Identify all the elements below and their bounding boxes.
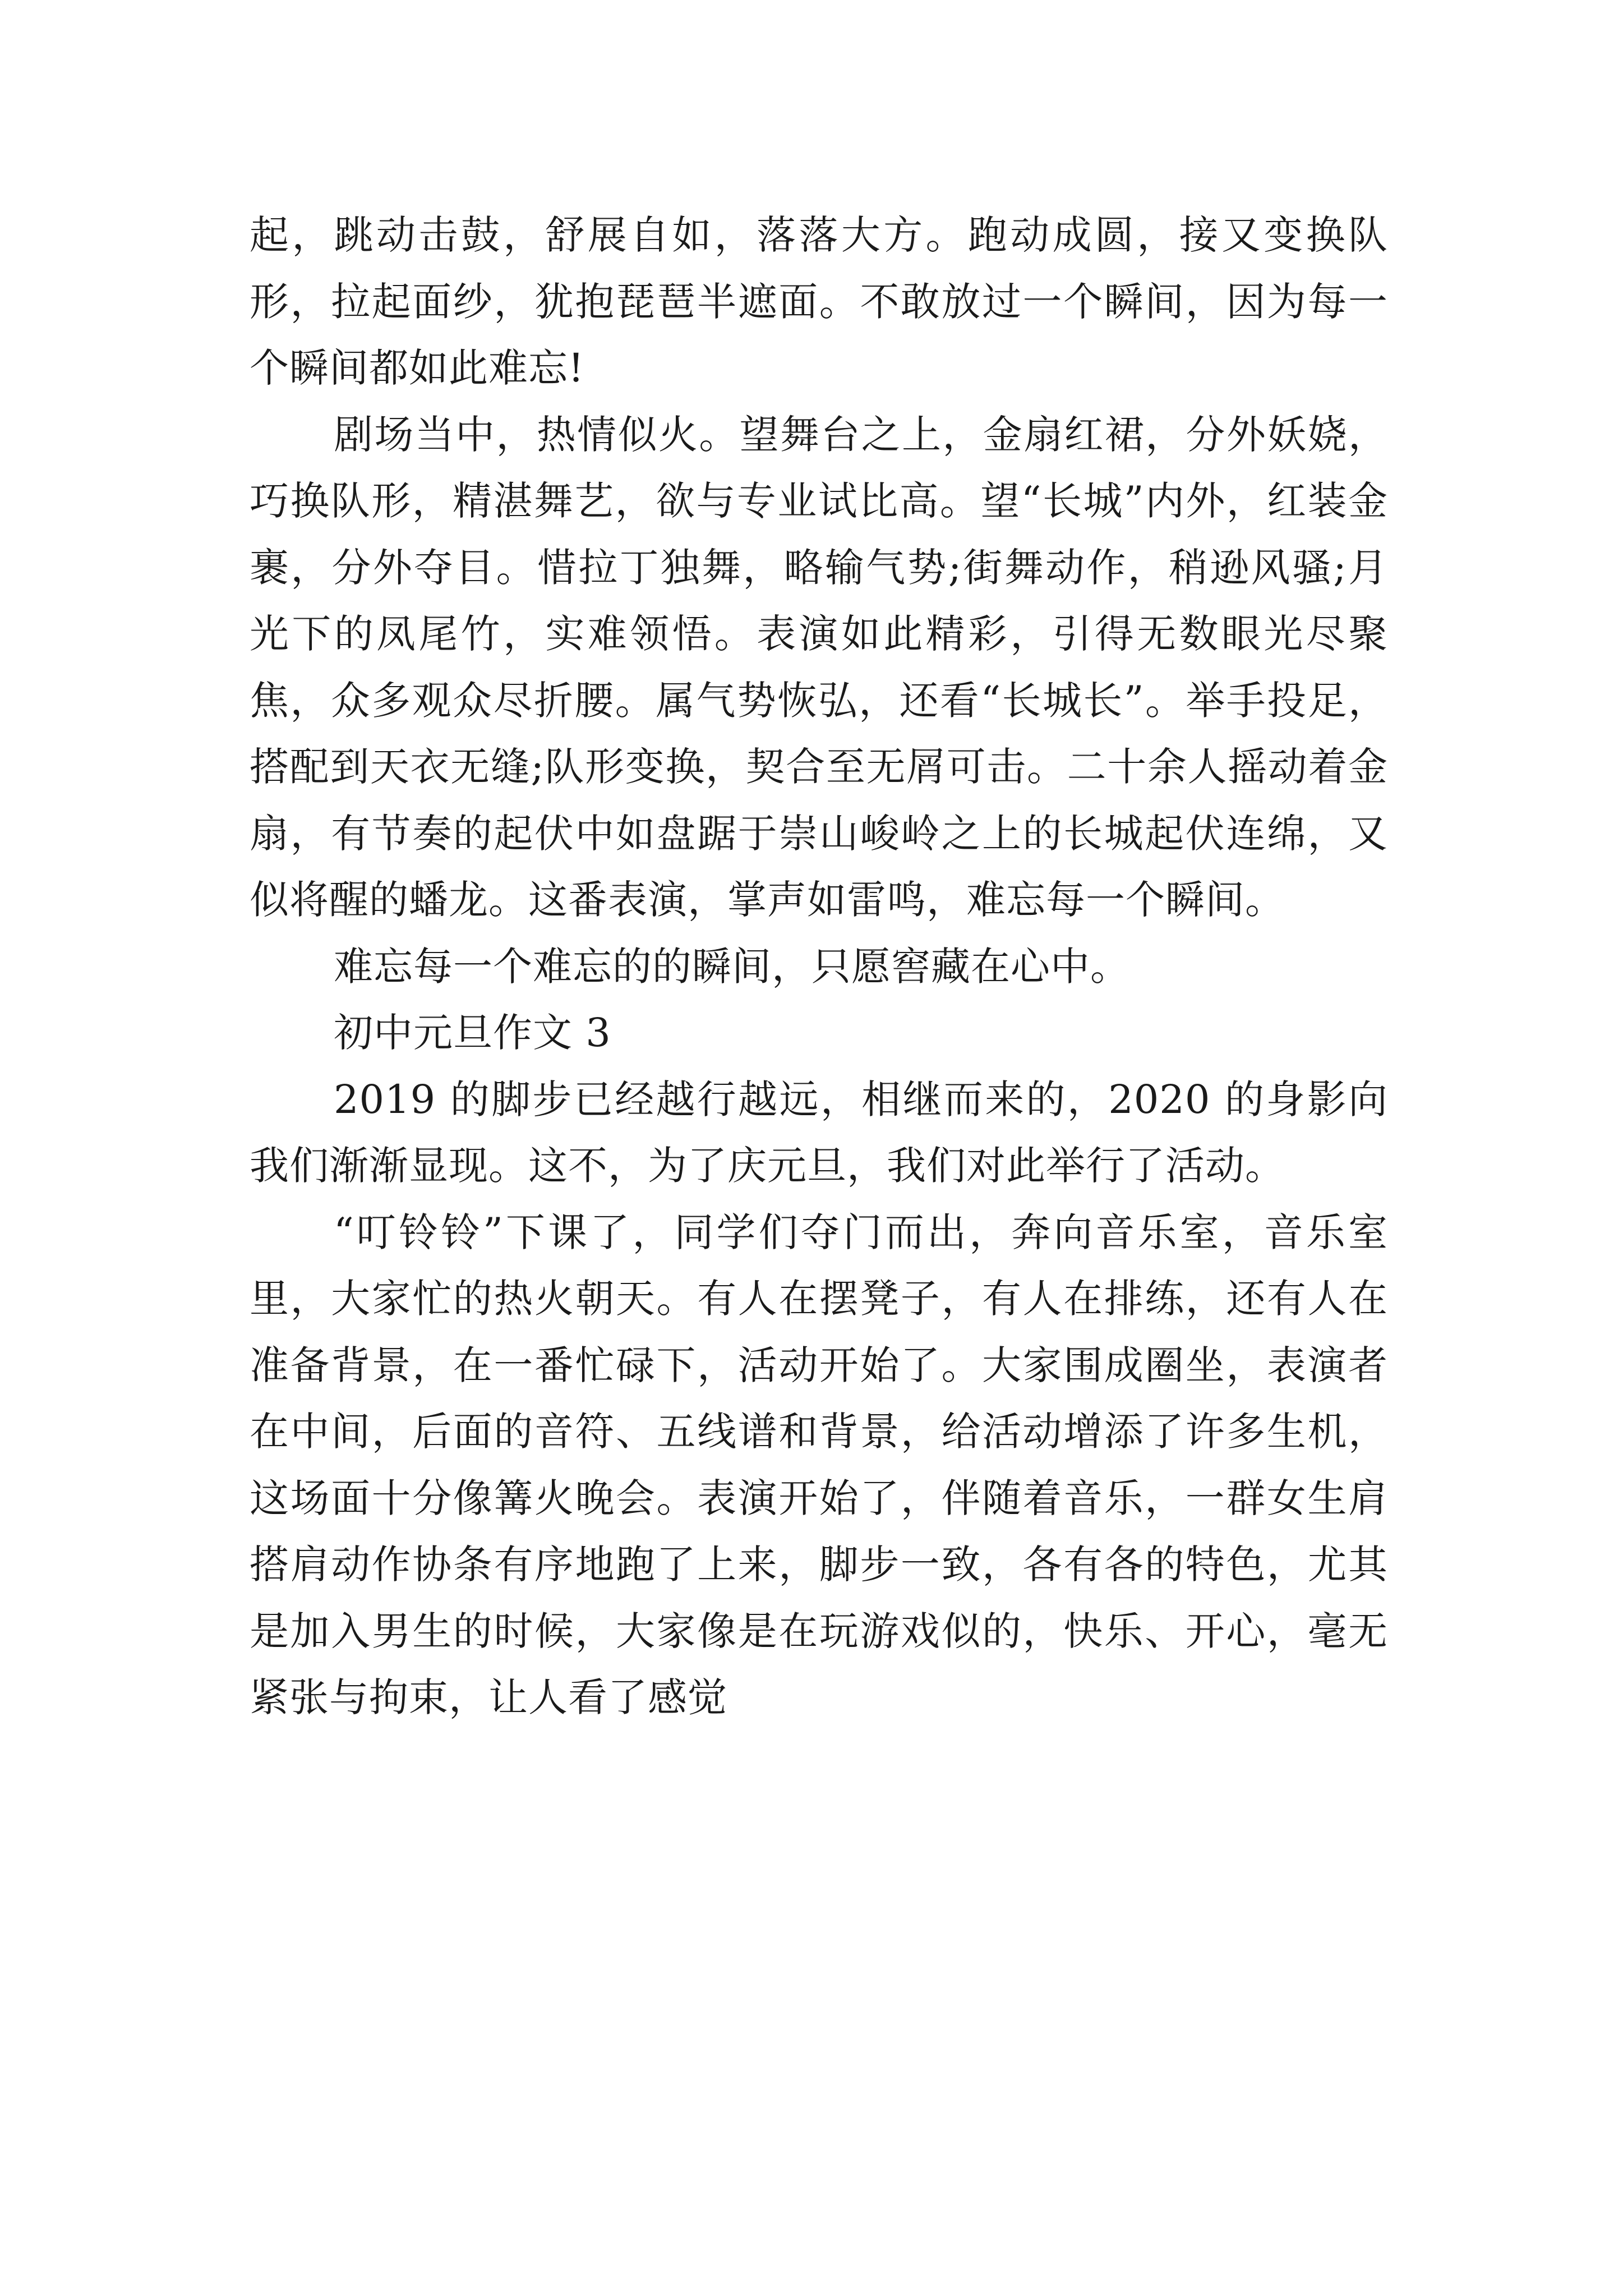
paragraph-1: 起，跳动击鼓，舒展自如，落落大方。跑动成圆，接又变换队形，拉起面纱，犹抱琵琶半遮面。不敢放过一个瞬间，因为每一个瞬间都如此难忘!: [250, 212, 1388, 391]
section-heading: 初中元旦作文 3: [334, 1010, 611, 1056]
body-text: [250, 202, 1388, 1731]
paragraph-3: 难忘每一个难忘的的瞬间，只愿窖藏在心中。: [334, 943, 1130, 990]
paragraph-5: “叮铃铃”下课了，同学们夺门而出，奔向音乐室，音乐室里，大家忙的热火朝天。有人在摆凳子，有人在排练，还有人在准备背景，在一番忙碌下，活动开始了。大家围成圈坐，表演者在中间，后面的音符、五线谱和背景，给活动增添了许多生机，这场面十分像篝火晚会。表演开始了，伴随着音乐，一群女生肩搭肩动作协条有序地跑了上来，脚步一致，各有各的特色，尤其是加入男生的时候，大家像是在玩游戏似的，快乐、开心，毫无紧张与拘束，让人看了感觉: [250, 1209, 1388, 1720]
paragraph-4: 2019 的脚步已经越行越远，相继而来的，2020 的身影向我们渐渐显现。这不，为了庆元旦，我们对此举行了活动。: [250, 1076, 1388, 1189]
paragraph-2: 剧场当中，热情似火。望舞台之上，金扇红裙，分外妖娆，巧换队形，精湛舞艺，欲与专业试比高。望“长城”内外，红装金裹，分外夺目。惜拉丁独舞，略输气势;街舞动作，稍逊风骚;月光下的凤尾竹，实难领悟。表演如此精彩，引得无数眼光尽聚焦，众多观众尽折腰。属气势恢弘，还看“长城长”。举手投足，搭配到天衣无缝;队形变换，契合至无屑可击。二十余人摇动着金扇，有节奏的起伏中如盘踞于崇山峻岭之上的长城起伏连绵，又似将醒的蟠龙。这番表演，掌声如雷鸣，难忘每一个瞬间。: [250, 411, 1388, 923]
